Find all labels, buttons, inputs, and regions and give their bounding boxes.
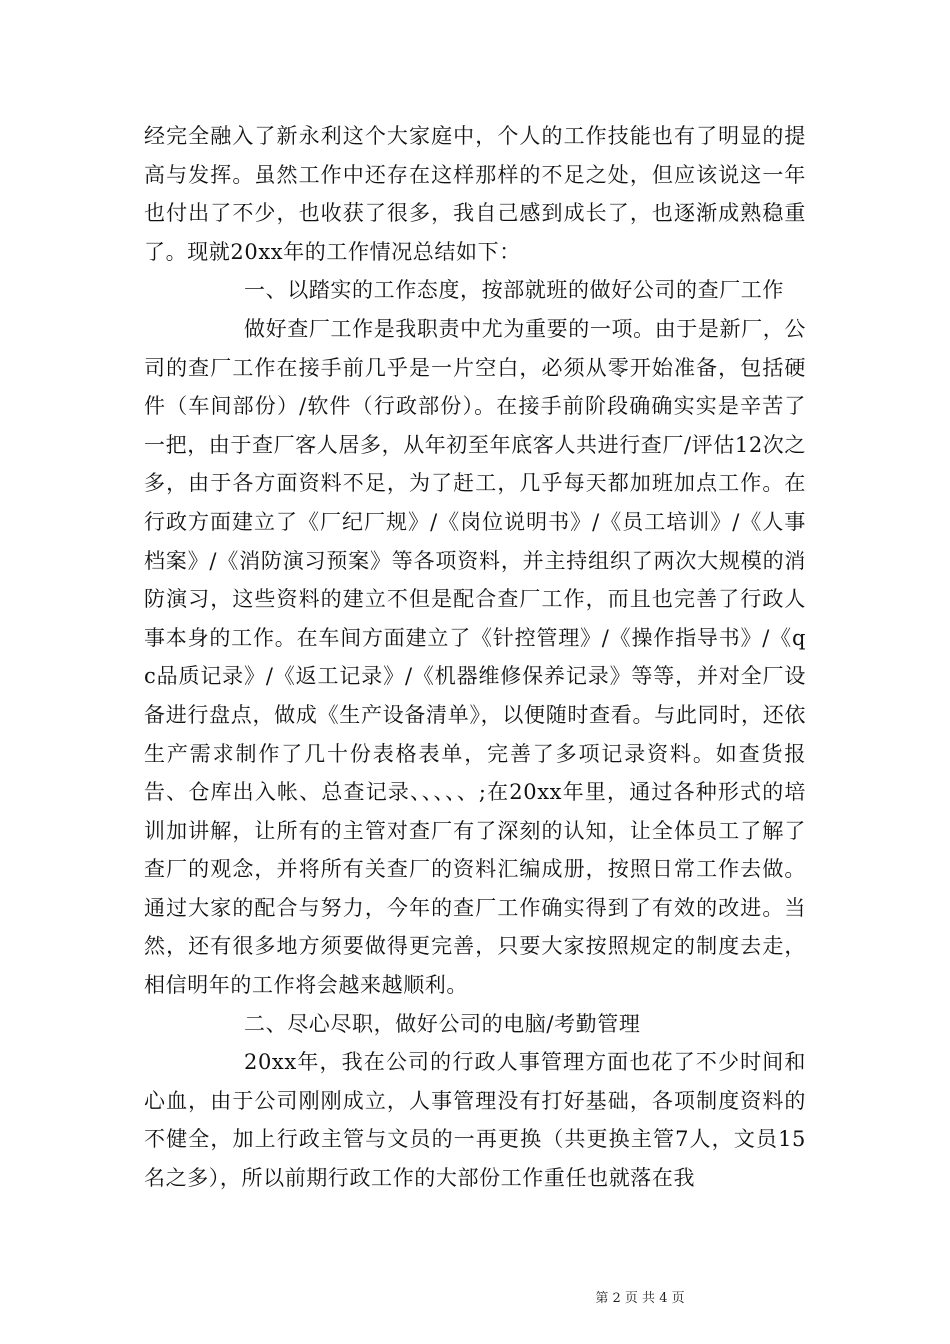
document-body (144, 117, 806, 1198)
paragraph-intro-continuation: 经完全融入了新永利这个大家庭中，个人的工作技能也有了明显的提高与发挥。虽然工作中还存在这样那样的不足之处，但应该说这一年也付出了不少，也收获了很多，我自己感到成长了，也逐渐成熟稳重了。现就20xx年的工作情况总结如下： (144, 124, 806, 264)
section-heading-2: 二、尽心尽职，做好公司的电脑/考勤管理 (244, 1011, 641, 1036)
section-heading-1: 一、以踏实的工作态度，按部就班的做好公司的查厂工作 (244, 278, 784, 303)
paragraph-section-2: 20xx年，我在公司的行政人事管理方面也花了不少时间和心血，由于公司刚刚成立，人事管理没有打好基础，各项制度资料的不健全，加上行政主管与文员的一再更换（共更换主管7人，文员15名之多），所以前期行政工作的大部份工作重任也就落在我 (144, 1050, 806, 1191)
page-number-footer: 第 2 页 共 4 页 (595, 1291, 685, 1306)
paragraph-section-1: 做好查厂工作是我职责中尤为重要的一项。由于是新厂，公司的查厂工作在接手前几乎是一片空白，必须从零开始准备，包括硬件（车间部份）/软件（行政部份）。在接手前阶段确确实实是辛苦了一把，由于查厂客人居多，从年初至年底客人共进行查厂/评估12次之多，由于各方面资料不足，为了赶工，几乎每天都加班加点工作。在行政方面建立了《厂纪厂规》/《岗位说明书》/《员工培训》/《人事档案》/《消防演习预案》等各项资料，并主持组织了两次大规模的消防演习，这些资料的建立不但是配合查厂工作，而且也完善了行政人事本身的工作。在车间方面建立了《针控管理》/《操作指导书》/《qc品质记录》/《返工记录》/《机器维修保养记录》等等，并对全厂设备进行盘点，做成《生产设备清单》，以便随时查看。与此同时，还依生产需求制作了几十份表格表单，完善了多项记录资料。如查货报告、仓库出入帐、总查记录、、、、、;在20xx年里，通过各种形式的培训加讲解，让所有的主管对查厂有了深刻的认知，让全体员工了解了查厂的观念，并将所有关查厂的资料汇编成册，按照日常工作去做。通过大家的配合与努力，今年的查厂工作确实得到了有效的改进。当然，还有很多地方须要做得更完善，只要大家按照规定的制度去走，相信明年的工作将会越来越顺利。 (144, 316, 806, 998)
